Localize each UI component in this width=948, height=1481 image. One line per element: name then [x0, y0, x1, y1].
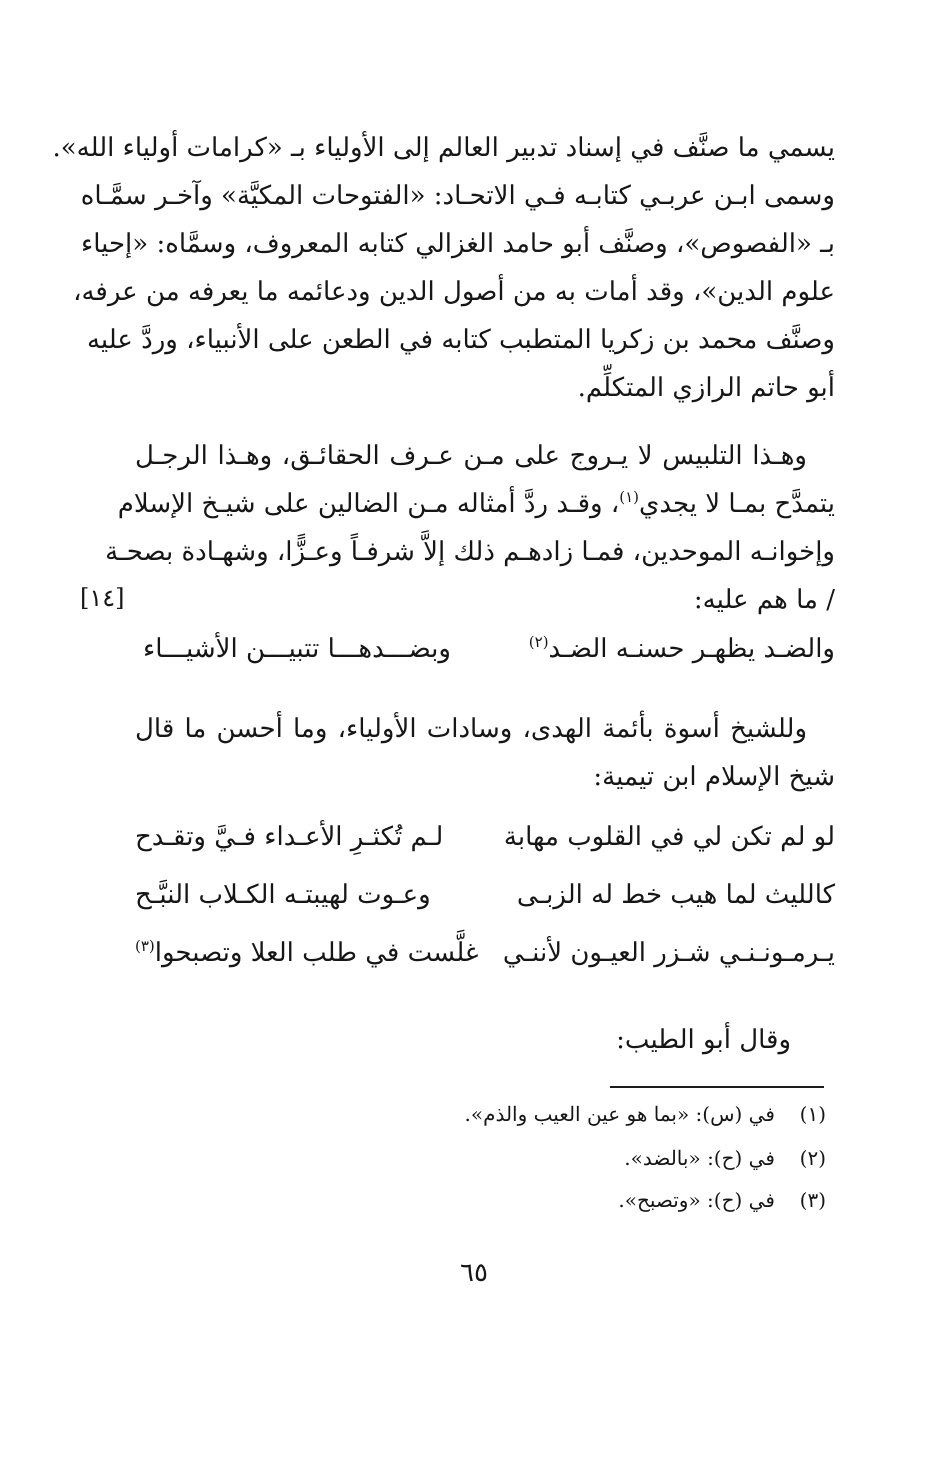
hemistich-text: غلَّست في طلب العلا وتصبحوا: [154, 938, 479, 968]
text-line: / ما هم عليه:: [693, 585, 835, 615]
footnote-marker: (١): [799, 1102, 826, 1126]
footnote-mark-1: (١): [619, 488, 639, 506]
paragraph-3: [135, 705, 835, 801]
verse-line: [135, 634, 835, 682]
text-line: شيخ الإسلام ابن تيمية:: [593, 762, 835, 792]
margin-page-reference: [١٤]: [80, 584, 125, 612]
text-segment: وقـد ردَّ أمثاله مـن الضالين على شيـخ الإسلام: [117, 489, 603, 519]
poem-line: [135, 822, 835, 870]
text-line: وإخوانـه الموحدين، فمـا زادهـم ذلك إلاَّ شرفـاً وعـزًّا، وشهـادة بصحـة: [105, 537, 835, 567]
footnote-text: في (ح): «وتصبح».: [618, 1188, 775, 1212]
page-number: ٦٥: [460, 1258, 488, 1288]
footnote-3: [618, 1188, 826, 1212]
poem-hemistich-1: لو لم تكن لي في القلوب مهابة: [503, 822, 835, 852]
text-line: وهـذا التلبيس لا يـروج على مـن عـرف الحقائـق، وهـذا الرجـل: [135, 441, 807, 471]
closing-paragraph: [135, 1016, 835, 1064]
text-line-with-footnote: [117, 480, 835, 528]
poem-hemistich-2: [135, 938, 479, 968]
footnote-text: في (س): «بما هو عين العيب والذم».: [464, 1102, 775, 1126]
text-line: وقال أبو الطيب:: [616, 1025, 791, 1055]
poem-hemistich-2: لـم تُكثـرِ الأعـداء فـيَّ وتقـدح: [135, 822, 444, 852]
poem-line: [135, 880, 835, 928]
footnote-mark-2: (٢): [528, 633, 549, 651]
footnote-marker: (٢): [799, 1146, 826, 1170]
text-segment: يتمدَّح بمـا لا يجدي: [639, 489, 835, 519]
text-line: أبو حاتم الرازي المتكلِّم.: [577, 373, 835, 403]
paragraph-2: [105, 432, 835, 624]
verse-hemistich-1: [529, 634, 835, 664]
verse-hemistich-2: وبضـــدهـــا تتبيـــن الأشيـــاء: [143, 634, 451, 664]
paragraph-1: [52, 124, 835, 412]
text-segment: ،: [602, 489, 620, 519]
text-line: علوم الدين»، وقد أمات به من أصول الدين ودعائمه ما يعرفه من عرفه،: [73, 277, 835, 307]
footnote-mark-3: (٣): [135, 937, 155, 955]
text-line: وصنَّف محمد بن زكريا المتطبب كتابه في الطعن على الأنبياء، وردَّ عليه: [86, 325, 835, 355]
text-line: يسمي ما صنَّف في إسناد تدبير العالم إلى الأولياء بـ «كرامات أولياء الله».: [52, 133, 835, 163]
footnote-1: [464, 1102, 826, 1126]
poem-hemistich-2: وعـوت لهيبتـه الكـلاب النبَّـح: [135, 880, 431, 910]
poem-hemistich-1: يـرمـونـنـي شـزر العيـون لأننـي: [502, 938, 835, 968]
hemistich-text: والضـد يظهـر حسنـه الضـد: [548, 634, 835, 664]
text-line: بـ «الفصوص»، وصنَّف أبو حامد الغزالي كتابه المعروف، وسمَّاه: «إحياء: [80, 229, 835, 259]
footnote-2: [624, 1146, 826, 1170]
footnote-marker: (٣): [799, 1188, 826, 1212]
text-line: وللشيخ أسوة بأئمة الهدى، وسادات الأولياء، وما أحسن ما قال: [135, 714, 807, 744]
text-line: وسمى ابـن عربـي كتابـه فـي الاتحـاد: «الفتوحات المكيَّة» وآخـر سمَّـاه: [80, 181, 835, 211]
poem-line: [135, 938, 835, 986]
footnote-divider: [610, 1086, 824, 1088]
footnote-text: في (ح): «بالضد».: [624, 1146, 775, 1170]
poem-hemistich-1: كالليث لما هيب خط له الزبـى: [516, 880, 835, 910]
